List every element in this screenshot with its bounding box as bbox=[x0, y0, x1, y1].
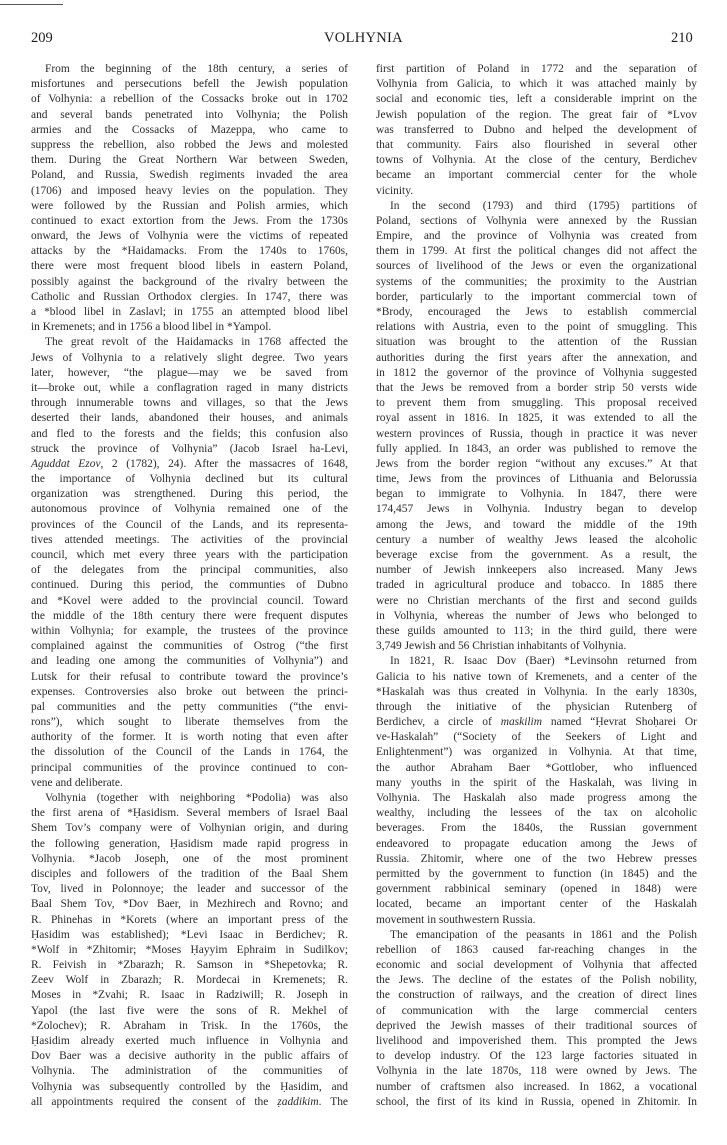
italic-term: maskilim bbox=[500, 716, 542, 729]
text-line: R. Phinehas in *Korets (where an important press of the bbox=[31, 913, 348, 926]
text-line: principal communities of the province continued to con- bbox=[31, 761, 348, 774]
italic-term: ẓaddikim bbox=[277, 1095, 319, 1108]
text-line: the middle of the 18th century there were frequent disputes bbox=[31, 609, 348, 622]
text-line: Baal Shem Tov, *Dov Baer, in Mezhirech and Rovno; and bbox=[31, 898, 348, 911]
text-line: of the delegates from the principal communities, also bbox=[31, 564, 348, 577]
text-line: livelihood and impoverished them. This prompted the Jews bbox=[376, 1035, 697, 1047]
top-rule bbox=[0, 4, 63, 5]
text-line: vene and deliberate. bbox=[31, 776, 123, 789]
text-line: organization was strengthened. During this period, the bbox=[31, 488, 348, 501]
text-line: the first arena of *Ḥasidism. Several members of Israel Baal bbox=[31, 807, 348, 820]
page-number-right: 210 bbox=[671, 30, 693, 46]
text-line: were followed by the Russian and Polish armies, which bbox=[31, 199, 348, 212]
text-line: expenses. Controversies also broke out between the princi- bbox=[31, 685, 348, 698]
text-line: of communication with the large commercial centers bbox=[376, 1004, 697, 1017]
text-line: movement in southwestern Russia. bbox=[376, 913, 536, 926]
text-line: endeavored to propagate education among the Jews of bbox=[376, 837, 697, 850]
text-line: *Wolf in *Zhitomir; *Moses Ḥayyim Ephraim in Sudilkov; bbox=[31, 943, 348, 956]
text-line: to develop industry. Of the 123 large factories situated in bbox=[376, 1050, 697, 1063]
text-line: 3,749 Jewish and 56 Christian inhabitants of Volhynia. bbox=[376, 640, 627, 653]
text-line: through innumerable towns and villages, so that the Jews bbox=[31, 397, 348, 410]
text-line: permitted by the government to function (in 1845) and the bbox=[376, 867, 697, 880]
text-line: western provinces of Russia, though in practice it was never bbox=[376, 427, 697, 440]
text-line: tives attended meetings. The activities of the provincial bbox=[31, 533, 348, 546]
text-line: later, however, “the plague—may we be saved from bbox=[31, 366, 348, 379]
text-line: *Zolochev); R. Abraham in Trisk. In the 1760s, the bbox=[31, 1019, 348, 1032]
text-line: these guilds amounted to 113; in the third guild, there were bbox=[376, 624, 697, 637]
text-line: Ḥasidim was established); *Levi Isaac in Berdichev; R. bbox=[31, 928, 348, 941]
text-line: began to immigrate to Volhynia. In 1847, there were bbox=[376, 488, 697, 501]
text-line: the dissolution of the Council of the Lands in 1764, the bbox=[31, 746, 348, 759]
text-line: Jewish population of the region. The great fair of *Lvov bbox=[376, 108, 697, 121]
text-line: in 1812 the governor of the province of Volhynia suggested bbox=[376, 366, 697, 379]
text-line: towns of Volhynia. At the close of the century, Berdichev bbox=[376, 154, 697, 167]
text-line: deserted their lands, abandoned their houses, and animals bbox=[31, 412, 348, 425]
text-line: number of craftsmen also increased. In 1862, a vocational bbox=[376, 1080, 697, 1093]
text-line: wealthy, including the lessees of the tax on alcoholic bbox=[376, 807, 697, 820]
text-line: suppress the rebellion, also robbed the Jews and molested bbox=[31, 138, 348, 151]
text-line: Poland, and Russia, Swedish regiments invaded the area bbox=[31, 169, 348, 182]
text-line: complained against the communities of Ostrog (“the first bbox=[31, 640, 348, 653]
text-line: The great revolt of the Haidamacks in 1768 affected the bbox=[45, 336, 348, 349]
text-line: rons”), which sought to liberate themselves from the bbox=[31, 716, 348, 729]
text-line: Dov Baer was a decisive authority in the public affairs of bbox=[31, 1050, 348, 1063]
text-line: continued. During this period, the communties of Dubno bbox=[31, 579, 348, 592]
text-line: attacks by the *Haidamacks. From the 1740s to 1760s, bbox=[31, 245, 348, 258]
text-line: armies and the Cossacks of Mazeppa, who came to bbox=[31, 123, 348, 136]
text-line: authority of the former. It is worth noting that even after bbox=[31, 731, 348, 744]
text-line: The emancipation of the peasants in 1861 and the Polish bbox=[390, 928, 697, 941]
text-line: them in 1799. At first the political changes did not affect the bbox=[376, 245, 697, 258]
text-line: traded in agricultural produce and tobacco. In 1885 there bbox=[376, 579, 697, 592]
text-line: that community. Fairs also flourished in several other bbox=[376, 138, 697, 151]
text-line: continued to exact extortion from the Jews. From the 1730s bbox=[31, 214, 348, 227]
text-line: was transferred to Dubno and helped the development of bbox=[376, 123, 697, 136]
text-line: beverages. From the 1840s, the Russian government bbox=[376, 822, 697, 835]
text-column-right bbox=[376, 62, 697, 1110]
text-line: and several bands penetrated into Volhynia; the Polish bbox=[31, 108, 348, 121]
text-line: relations with Austria, even to the point of smuggling. This bbox=[376, 321, 697, 334]
text-line: ve-Haskalah” (“Society of the Seekers of Light and bbox=[376, 731, 697, 744]
text-line: first partition of Poland in 1772 and the separation of bbox=[376, 63, 697, 75]
text-line: authorities during the first years after the annexation, and bbox=[376, 351, 697, 364]
text-line: *Haskalah was thus created in Volhynia. In the early 1830s, bbox=[376, 685, 697, 698]
text-line: in Kremenets; and in 1756 a blood libel in *Yampol. bbox=[31, 321, 272, 334]
text-line: the following generation, Ḥasidism made rapid progress in bbox=[31, 837, 348, 850]
text-line: to prevent them from smuggling. This proposal received bbox=[376, 397, 697, 410]
text-line: government rabbinical seminary (opened in 1848) were bbox=[376, 883, 697, 896]
text-line: school, the first of its kind in Russia, opened in Zhitomir. In bbox=[376, 1095, 697, 1108]
text-line: In the second (1793) and third (1795) partitions of bbox=[390, 199, 697, 212]
text-line: the Jews. The decline of the estates of the Polish nobility, bbox=[376, 974, 697, 987]
text-line: and fled to the forests and the fields; this confusion also bbox=[31, 427, 348, 440]
text-line: (1706) and imposed heavy levies on the population. They bbox=[31, 184, 348, 197]
text-line: through the initiative of the physician Rutenberg of bbox=[376, 700, 697, 713]
text-line: Russia. Zhitomir, where one of the two Hebrew presses bbox=[376, 852, 697, 865]
text-line: From the beginning of the 18th century, a series of bbox=[45, 63, 348, 75]
text-line: misfortunes and persecutions befell the Jewish population bbox=[31, 78, 348, 91]
text-line: Catholic and Russian Orthodox clergies. In 1747, there was bbox=[31, 290, 348, 303]
text-line: pal communities and the petty communities (“the envi- bbox=[31, 700, 348, 713]
text-line: struck the province of Volhynia” (Jacob Israel ha-Levi, bbox=[31, 442, 348, 455]
text-line: Tov, lived in Polonnoye; the leader and successor of the bbox=[31, 883, 348, 896]
text-line: number of Jewish innkeepers also increased. Many Jews bbox=[376, 564, 697, 577]
text-line: systems of the communities; the proximity to the Austrian bbox=[376, 275, 697, 288]
text-line: Ḥasidim already exerted much influence in Volhynia and bbox=[31, 1035, 348, 1047]
text-line: the importance of Volhynia declined but its cultural bbox=[31, 473, 348, 486]
text-line: Zeev Wolf in Zbarazh; R. Mordecai in Kremenets; R. bbox=[31, 974, 348, 987]
text-line: Poland, sections of Volhynia were annexed by the Russian bbox=[376, 214, 697, 227]
text-line: and leading one among the communities of Volhynia”) and bbox=[31, 655, 348, 668]
text-line: council, which met every three years with the participation bbox=[31, 549, 348, 561]
text-column-left bbox=[31, 62, 348, 1110]
text-line: Volhynia from Galicia, to which it was attached mainly by bbox=[376, 78, 697, 91]
text-line: among the Jews, and toward the middle of the 19th bbox=[376, 518, 697, 531]
text-line: were no Christian merchants of the first and second guilds bbox=[376, 594, 697, 607]
text-line: disciples and followers of the tradition of the Baal Shem bbox=[31, 867, 348, 880]
text-line: deprived the Jewish masses of their traditional sources of bbox=[376, 1019, 697, 1032]
text-line: royal assent in 1816. In 1825, it was extended to all the bbox=[376, 412, 697, 425]
text-line: Volhynia. *Jacob Joseph, one of the most prominent bbox=[31, 852, 348, 865]
text-line: them. During the Great Northern War between Sweden, bbox=[31, 154, 348, 167]
text-line: a *blood libel in Zaslavl; in 1755 an attempted blood libel bbox=[31, 306, 348, 318]
text-line: provinces of the Council of the Lands, and its representa- bbox=[31, 518, 348, 531]
text-line: Volhynia. The Haskalah also made progress among the bbox=[376, 792, 697, 804]
text-line: Galicia to his native town of Kremenets, and a center of the bbox=[376, 670, 697, 683]
text-line: Enlightenment”) was organized in Volhynia. At that time, bbox=[376, 746, 697, 759]
text-line: the construction of railways, and the creation of direct lines bbox=[376, 989, 697, 1002]
text-line: onward, the Jews of Volhynia were the victims of repeated bbox=[31, 230, 348, 243]
text-line: vicinity. bbox=[376, 184, 414, 197]
text-line: Volhynia was subsequently controlled by the Ḥasidim, and bbox=[31, 1080, 348, 1093]
text-line: situation was brought to the attention of the Russian bbox=[376, 336, 697, 349]
text-line: Volhynia (together with neighboring *Podolia) was also bbox=[45, 792, 348, 804]
text-line: time, Jews from the provinces of Lithuania and Belorussia bbox=[376, 473, 697, 486]
text-line: it—broke out, while a conflagration raged in many districts bbox=[31, 381, 348, 394]
text-line: and *Kovel were added to the provincial council. Toward bbox=[31, 594, 348, 607]
text-line: social and economic ties, left a considerable imprint on the bbox=[376, 93, 697, 106]
text-line: economic and social development of Volhynia that affected bbox=[376, 959, 697, 972]
text-line: the author Abraham Baer *Gottlober, who influenced bbox=[376, 761, 697, 774]
text-line: Jews from the border region “without any excuses.” At that bbox=[376, 457, 697, 470]
text-line: R. Feivish in *Zbarazh; R. Samson in *Shepetovka; R. bbox=[31, 959, 348, 972]
text-line: border, particularly to the important commercial town of bbox=[376, 290, 697, 303]
running-title: VOLHYNIA bbox=[324, 30, 403, 46]
text-line: beverage excise from the government. As a result, the bbox=[376, 549, 697, 561]
text-line: century a number of wealthy Jews leased the alcoholic bbox=[376, 533, 697, 546]
text-line: Jews of Volhynia to a relatively slight degree. Two years bbox=[31, 351, 348, 364]
text-line: became an important commercial center for the whole bbox=[376, 169, 697, 182]
page-number-left: 209 bbox=[31, 30, 53, 46]
text-line: Aguddat Ezov, 2 (1782), 24). After the massacres of 1648, bbox=[31, 457, 348, 470]
text-line: all appointments required the consent of the ẓaddikim. The bbox=[31, 1095, 348, 1108]
text-line: Empire, and the province of Volhynia was created from bbox=[376, 230, 697, 243]
text-line: of Volhynia: a rebellion of the Cossacks broke out in 1702 bbox=[31, 93, 348, 106]
text-line: sources of livelihood of the Jews or even the organizational bbox=[376, 260, 697, 273]
text-line: Shem Tov’s company were of Volhynian origin, and during bbox=[31, 822, 348, 835]
text-line: possibly against the background of the rivalry between the bbox=[31, 275, 348, 288]
text-line: located, became an important center of the Haskalah bbox=[376, 898, 697, 911]
text-line: rebellion of 1863 caused far-reaching changes in the bbox=[376, 943, 697, 956]
text-line: Moses in *Zvahi; R. Isaac in Radziwill; R. Joseph in bbox=[31, 989, 348, 1002]
text-line: within Volhynia; for example, the trustees of the province bbox=[31, 624, 348, 637]
text-line: 174,457 Jews in Volhynia. Industry began to develop bbox=[376, 503, 697, 516]
text-line: many youths in the spirit of the Haskalah, was living in bbox=[376, 776, 697, 789]
text-line: there were most frequent blood libels in eastern Poland, bbox=[31, 260, 348, 273]
text-line: *Brody, encouraged the Jews to establish commercial bbox=[376, 306, 697, 318]
text-line: In 1821, R. Isaac Dov (Baer) *Levinsohn returned from bbox=[390, 655, 697, 668]
text-line: Volhynia in the late 1870s, 118 were owned by Jews. The bbox=[376, 1065, 697, 1078]
text-line: Berdichev, a circle of maskilim named “Ḥevrat Shoḥarei Or bbox=[376, 716, 697, 729]
text-line: Volhynia. The administration of the communities of bbox=[31, 1065, 348, 1078]
italic-term: Aguddat Ezov bbox=[31, 457, 101, 470]
text-line: fully applied. In 1843, an order was published to remove the bbox=[376, 442, 697, 455]
text-line: autonomous province of Volhynia remained one of the bbox=[31, 503, 348, 516]
text-line: Yapol (the last five were the sons of R. Mekhel of bbox=[31, 1004, 348, 1017]
text-line: that the Jews be removed from a border strip 50 versts wide bbox=[376, 381, 697, 394]
text-line: Lutsk for their refusal to contribute toward the province’s bbox=[31, 670, 348, 683]
text-line: in Volhynia, whereas the number of Jews who belonged to bbox=[376, 609, 697, 622]
